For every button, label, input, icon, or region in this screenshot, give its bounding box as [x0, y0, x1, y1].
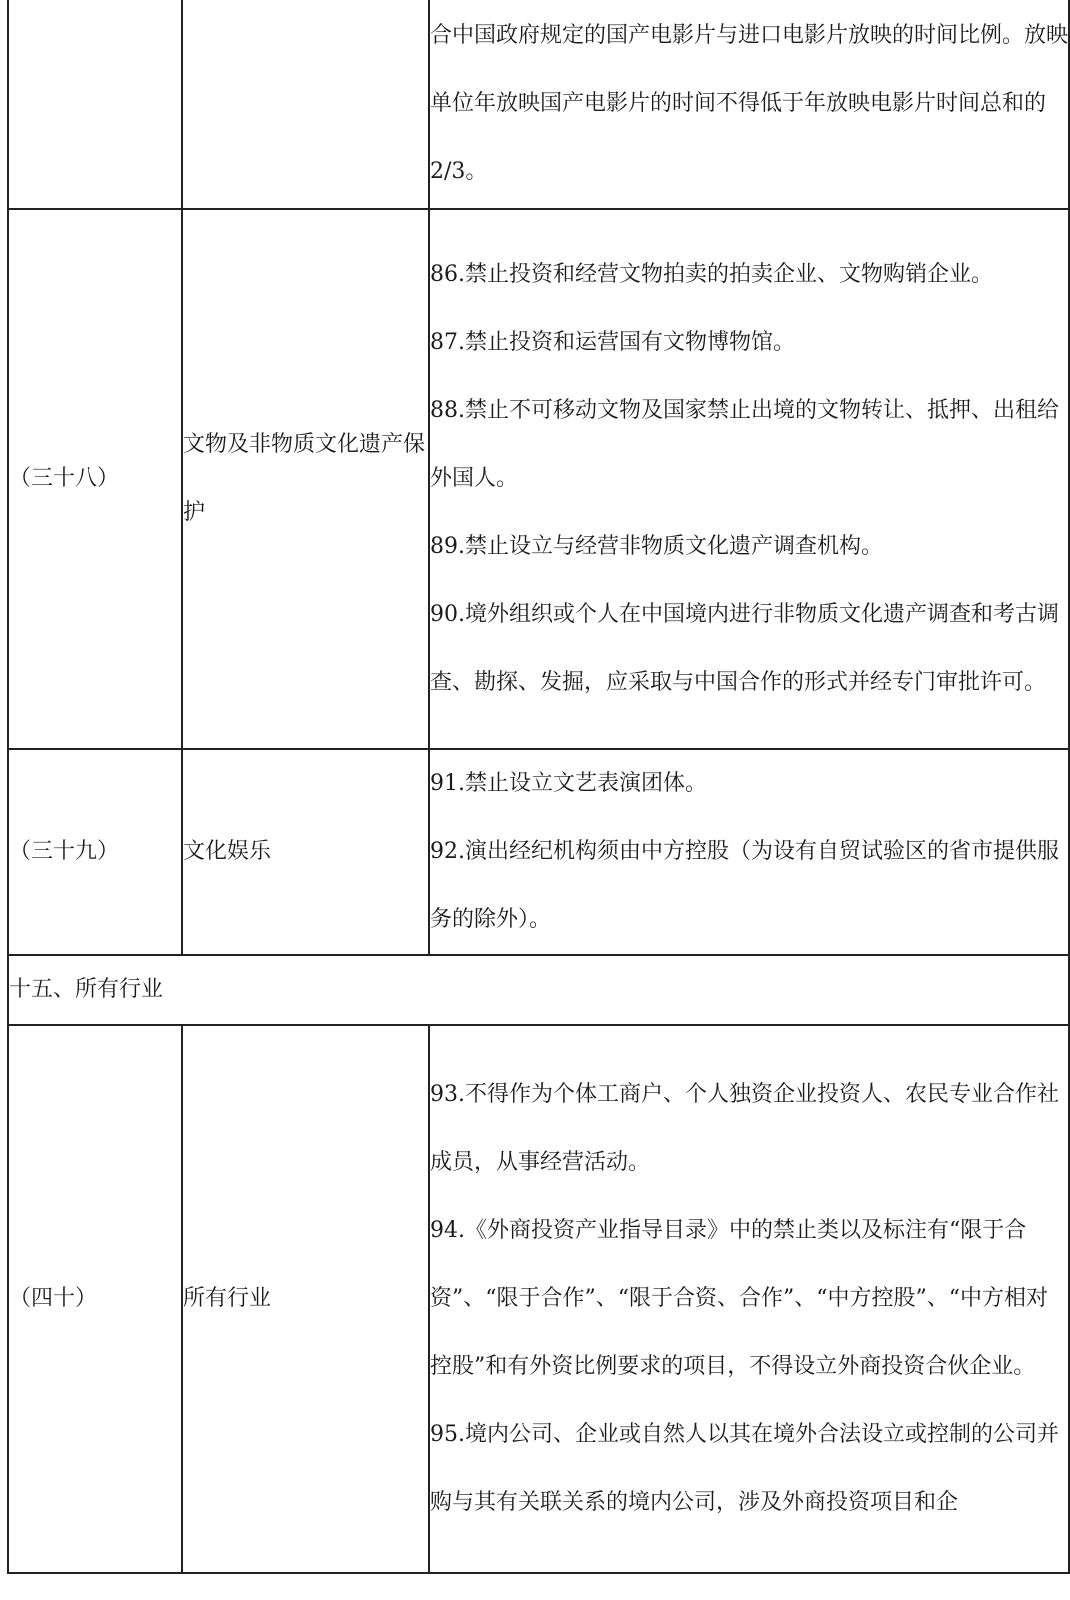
section-header-row — [8, 955, 1069, 1025]
row-number-cell: （三十八） — [8, 209, 182, 749]
row-category-cell — [182, 0, 429, 209]
content-paragraph: 94.《外商投资产业指导目录》中的禁止类以及标注有“限于合资”、“限于合作”、“限于合资、合作”、“中方控股”、“中方相对控股”和有外资比例要求的项目，不得设立外商投资合伙企业。 — [430, 1218, 1048, 1379]
content-paragraph: 92.演出经纪机构须由中方控股（为设有自贸试验区的省市提供服务的除外）。 — [430, 839, 1059, 932]
row-number-cell — [8, 0, 182, 209]
row-content-cell — [429, 0, 1069, 209]
content-paragraph: 90.境外组织或个人在中国境内进行非物质文化遗产调查和考古调查、勘探、发掘，应采取与中国合作的形式并经专门审批许可。 — [430, 602, 1059, 695]
table-row-39 — [8, 749, 1069, 955]
content-paragraph: 87.禁止投资和运营国有文物博物馆。 — [430, 330, 795, 355]
table-row-40 — [8, 1025, 1069, 1573]
content-paragraph: 88.禁止不可移动文物及国家禁止出境的文物转让、抵押、出租给外国人。 — [430, 398, 1059, 491]
content-paragraph: 93.不得作为个体工商户、个人独资企业投资人、农民专业合作社成员，从事经营活动。 — [430, 1082, 1059, 1175]
row-category-cell: 所有行业 — [182, 1025, 429, 1573]
content-paragraph: 合中国政府规定的国产电影片与进口电影片放映的时间比例。放映单位年放映国产电影片的时间不得低于年放映电影片时间总和的 2/3。 — [430, 23, 1069, 184]
row-category-cell: 文物及非物质文化遗产保护 — [182, 209, 429, 749]
row-content-cell — [429, 1025, 1069, 1573]
row-number-cell: （三十九） — [8, 749, 182, 955]
row-number-cell: （四十） — [8, 1025, 182, 1573]
table-row-continued — [8, 0, 1069, 209]
row-content-cell — [429, 209, 1069, 749]
content-paragraph: 91.禁止设立文艺表演团体。 — [430, 771, 707, 796]
row-content-cell — [429, 749, 1069, 955]
row-category-cell: 文化娱乐 — [182, 749, 429, 955]
content-paragraph: 89.禁止设立与经营非物质文化遗产调查机构。 — [430, 534, 883, 559]
section-title: 十五、所有行业 — [8, 955, 1069, 1025]
content-paragraph: 95.境内公司、企业或自然人以其在境外合法设立或控制的公司并购与其有关联关系的境内公司，涉及外商投资项目和企 — [430, 1422, 1059, 1515]
negative-list-table — [7, 0, 1070, 1574]
content-paragraph: 86.禁止投资和经营文物拍卖的拍卖企业、文物购销企业。 — [430, 262, 993, 287]
table-row-38 — [8, 209, 1069, 749]
